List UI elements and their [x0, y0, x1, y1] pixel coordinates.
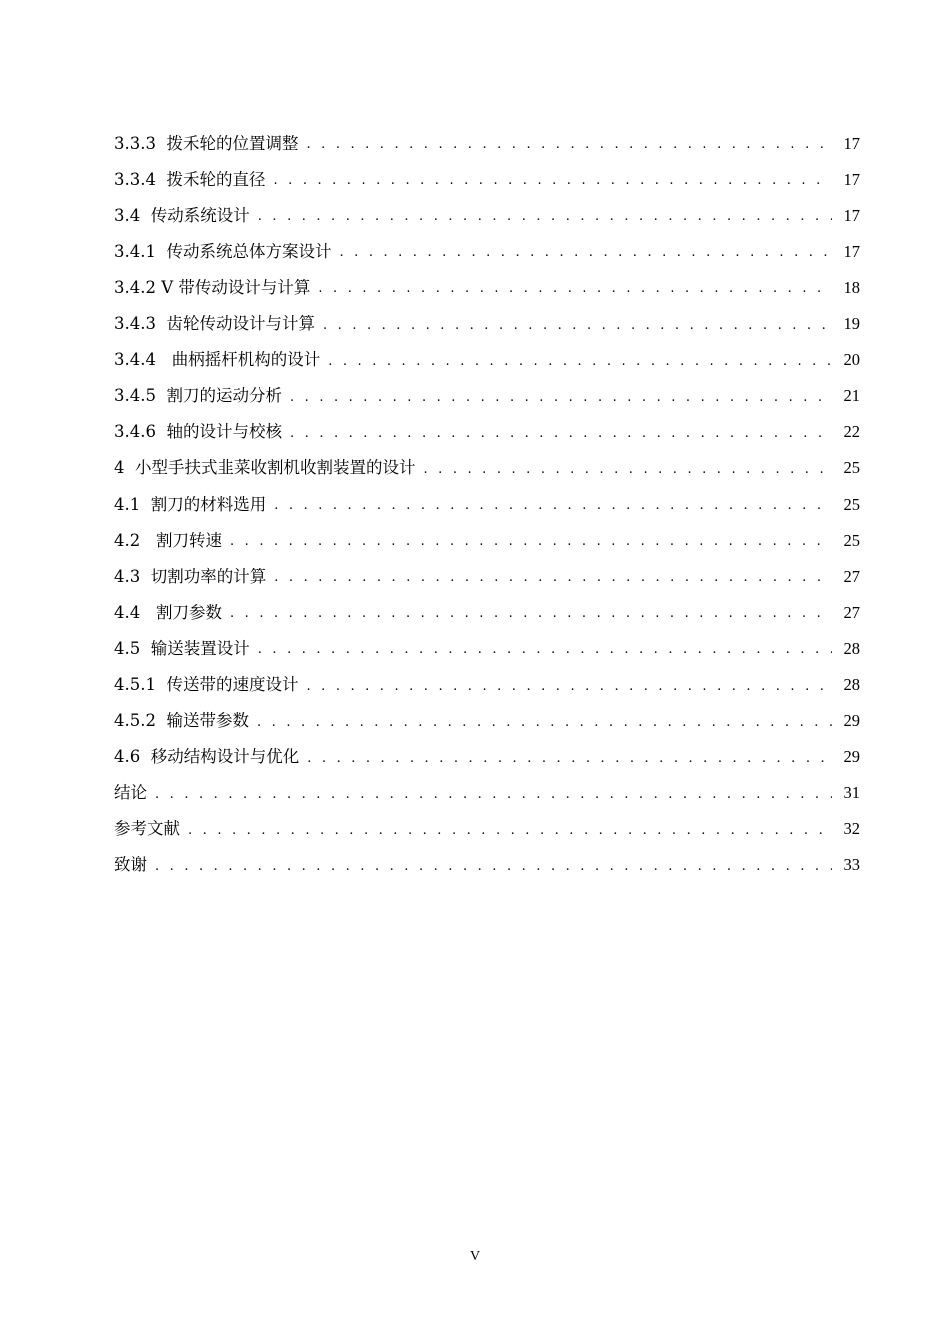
toc-entry-page: 25: [843, 494, 860, 514]
toc-entry-page: 18: [843, 277, 860, 297]
table-of-contents: [114, 116, 860, 874]
toc-entry-title: 4.4 割刀参数: [114, 602, 222, 622]
toc-entry-title: 4 小型手扶式韭菜收割机收割装置的设计: [114, 458, 416, 478]
toc-dot-leader: [307, 752, 832, 766]
toc-entry-page: 27: [843, 602, 860, 622]
toc-entry-page: 17: [843, 133, 860, 153]
toc-entry[interactable]: [114, 116, 860, 152]
toc-entry-title: 3.4.1 传动系统总体方案设计: [114, 241, 332, 261]
toc-entry-title: 4.5.2 输送带参数: [114, 711, 249, 731]
toc-entry[interactable]: [114, 188, 860, 224]
toc-entry[interactable]: [114, 369, 860, 405]
toc-entry-page: 27: [843, 566, 860, 586]
toc-entry[interactable]: [114, 838, 860, 874]
toc-entry[interactable]: [114, 513, 860, 549]
toc-dot-leader: [274, 499, 832, 513]
toc-entry-title: 4.3 切割功率的计算: [114, 566, 267, 586]
toc-entry-page: 28: [843, 638, 860, 658]
toc-entry-page: 19: [843, 314, 860, 334]
toc-dot-leader: [230, 607, 832, 621]
toc-entry[interactable]: [114, 549, 860, 585]
toc-entry-page: 25: [843, 458, 860, 478]
toc-entry[interactable]: [114, 405, 860, 441]
toc-entry-title: 3.4.5 割刀的运动分析: [114, 386, 282, 406]
toc-entry[interactable]: [114, 585, 860, 621]
toc-entry-page: 21: [843, 386, 860, 406]
toc-entry-page: 17: [843, 241, 860, 261]
toc-dot-leader: [290, 427, 832, 441]
toc-entry-title: 3.3.3 拨禾轮的位置调整: [114, 133, 299, 153]
toc-dot-leader: [155, 788, 832, 802]
toc-entry-title: 3.4.4 曲柄摇杆机构的设计: [114, 350, 321, 370]
toc-entry-title: 4.2 割刀转速: [114, 530, 222, 550]
toc-dot-leader: [306, 138, 832, 152]
toc-entry[interactable]: [114, 766, 860, 802]
toc-dot-leader: [323, 319, 832, 333]
toc-dot-leader: [306, 680, 832, 694]
toc-dot-leader: [257, 716, 832, 730]
toc-entry[interactable]: [114, 260, 860, 296]
toc-entry[interactable]: [114, 621, 860, 657]
toc-dot-leader: [230, 535, 832, 549]
toc-dot-leader: [155, 860, 832, 874]
toc-dot-leader: [274, 571, 832, 585]
toc-dot-leader: [339, 246, 832, 260]
toc-entry-page: 22: [843, 422, 860, 442]
toc-entry-page: 25: [843, 530, 860, 550]
toc-entry-page: 33: [843, 855, 860, 875]
toc-entry[interactable]: [114, 730, 860, 766]
toc-entry[interactable]: [114, 802, 860, 838]
toc-entry-title: 3.4.2 V 带传动设计与计算: [114, 277, 311, 297]
toc-entry-page: 29: [843, 747, 860, 767]
toc-dot-leader: [258, 210, 832, 224]
toc-entry-title: 3.3.4 拨禾轮的直径: [114, 169, 266, 189]
toc-dot-leader: [290, 391, 832, 405]
toc-entry-title: 4.1 割刀的材料选用: [114, 494, 267, 514]
toc-entry-title: 4.6 移动结构设计与优化: [114, 747, 300, 767]
toc-dot-leader: [258, 643, 832, 657]
toc-dot-leader: [273, 174, 832, 188]
toc-entry[interactable]: [114, 441, 860, 477]
toc-entry[interactable]: [114, 224, 860, 260]
toc-dot-leader: [328, 355, 832, 369]
toc-entry-page: 17: [843, 169, 860, 189]
toc-entry-title: 参考文献: [114, 819, 180, 839]
toc-entry[interactable]: [114, 477, 860, 513]
toc-dot-leader: [318, 282, 832, 296]
toc-entry[interactable]: [114, 694, 860, 730]
toc-entry-title: 4.5 输送装置设计: [114, 638, 250, 658]
toc-entry[interactable]: [114, 657, 860, 693]
toc-entry-title: 3.4 传动系统设计: [114, 205, 250, 225]
toc-entry-page: 28: [843, 675, 860, 694]
toc-entry-page: 17: [843, 205, 860, 225]
toc-entry-title: 结论: [114, 783, 147, 803]
toc-entry[interactable]: [114, 333, 860, 369]
toc-entry[interactable]: [114, 296, 860, 332]
toc-entry-title: 3.4.6 轴的设计与校核: [114, 422, 282, 442]
toc-entry-title: 4.5.1 传送带的速度设计: [114, 675, 299, 694]
toc-dot-leader: [424, 463, 833, 477]
toc-entry-page: 29: [843, 711, 860, 731]
toc-entry-page: 32: [843, 819, 860, 839]
toc-entry-title: 致谢: [114, 855, 147, 875]
toc-entry[interactable]: [114, 152, 860, 188]
page-number: V: [469, 1249, 481, 1264]
toc-dot-leader: [188, 824, 832, 838]
toc-entry-page: 31: [843, 783, 860, 803]
toc-entry-title: 3.4.3 齿轮传动设计与计算: [114, 314, 315, 334]
toc-entry-page: 20: [843, 350, 860, 370]
